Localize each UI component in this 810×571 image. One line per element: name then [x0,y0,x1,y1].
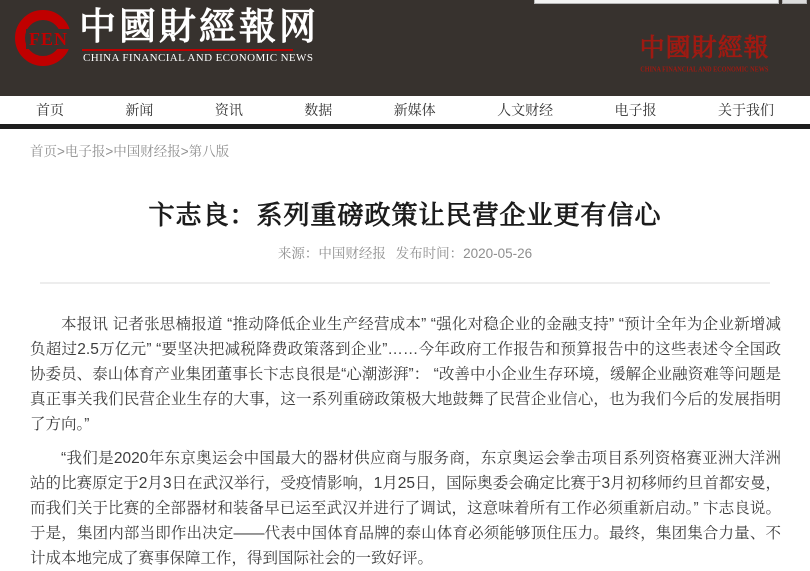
article-meta [0,245,810,263]
site-subtitle: CHINA FINANCIAL AND ECONOMIC NEWS [83,52,314,64]
breadcrumb[interactable]: 首页>电子报>中国财经报>第八版 [30,144,230,159]
watermark-cn: 中國財經報 [639,33,770,62]
nav-item-home[interactable]: 首页 [36,102,64,118]
nav-item-about[interactable]: 关于我们 [717,102,774,118]
nav-item-culture-finance[interactable]: 人文财经 [497,102,554,118]
site-title-underline [82,49,293,51]
title-divider [40,282,770,284]
nav-item-data[interactable]: 数据 [304,102,333,118]
watermark-en: CHINA FINANCIAL AND ECONOMIC NEWS [640,66,769,74]
paragraph: 本报讯 记者张思楠报道 “推动降低企业生产经营成本” “强化对稳企业的金融支持” “预计全年为企业新增减负超过2.5万亿元” “要坚决把减税降费政策落到企业”……今年政府工作报告和预算报告中的这些表述令全国政协委员、泰山体育产业集团董事长卞志良很是“心潮澎湃”： “改善中小企业生存环境，缓解企业融资难等问题是真正事关我们民营企业生存的大事，这一系列重磅政策极大地鼓舞了民营企业信心，也为我们今后的发展指明了方向。” [30,316,781,433]
header-watermark [601,35,808,79]
meta-time: 发布时间：2020-05-26 [395,246,533,261]
nav-item-news[interactable]: 新闻 [125,102,154,118]
nav-item-epaper[interactable]: 电子报 [614,102,657,118]
cfen-logo-letters: FEN [26,29,71,49]
search-button[interactable] [782,0,807,4]
article-body [30,312,781,571]
nav-item-new-media[interactable]: 新媒体 [393,102,436,118]
article [0,198,810,571]
site-title[interactable]: 中國財經報网 [79,4,319,48]
main-nav [0,96,810,124]
article-title: 卞志良：系列重磅政策让民营企业更有信心 [148,200,662,230]
site-header [0,0,810,96]
meta-source: 来源：中国财经报 [277,246,386,261]
search-input[interactable] [534,0,779,4]
paragraph: “我们是2020年东京奥运会中国最大的器材供应商与服务商，东京奥运会拳击项目系列资格赛亚洲大洋洲站的比赛原定于2月3日在武汉举行，受疫情影响，1月25日，国际奥委会确定比赛于3月初移师约旦首都安曼，而我们关于比赛的全部器材和装备早已运至武汉并进行了调试，这意味着所有工作必须重新启动。” 卞志良说。于是，集团内部当即作出决定——代表中国体育品牌的泰山体育必须能够顶住压力。最终，集团集合力量、不计成本地完成了赛事保障工作，得到国际社会的一致好评。 [30,450,781,567]
nav-item-info[interactable]: 资讯 [214,102,243,118]
